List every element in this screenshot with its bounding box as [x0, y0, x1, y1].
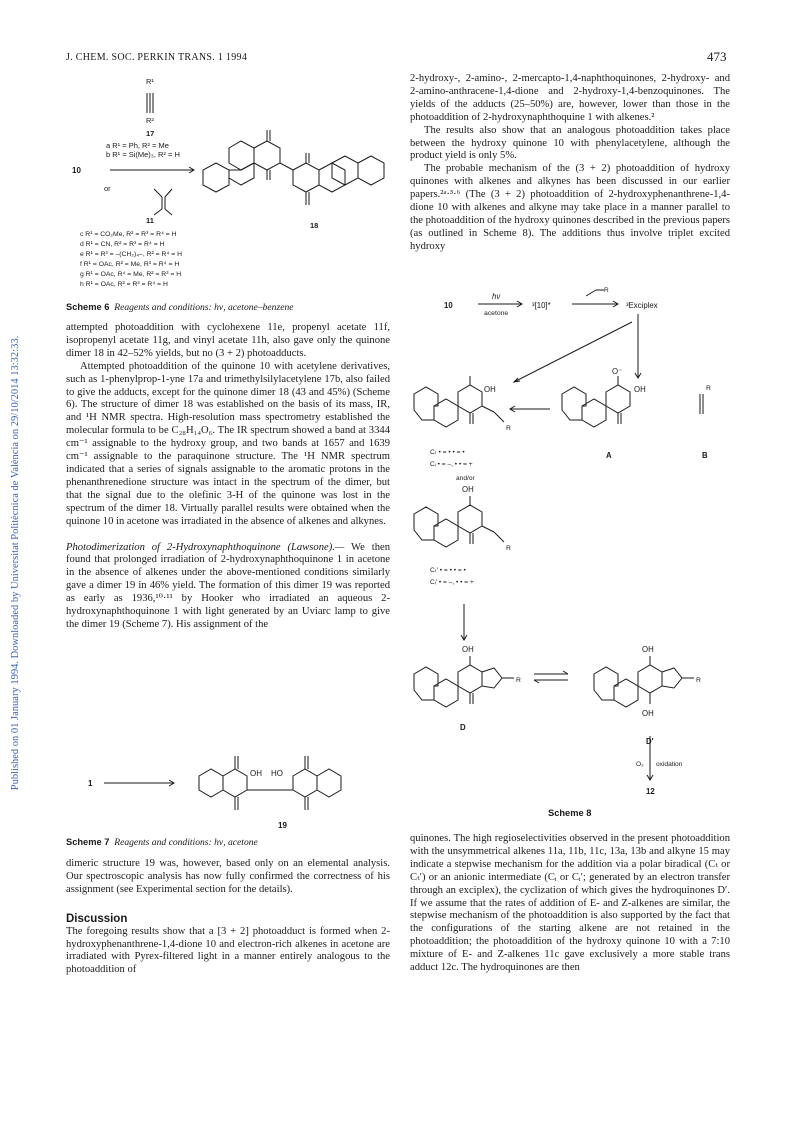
left-paragraph-1: attempted photoaddition with cyclohexene 11e, propenyl acetate 11f, isopropenyl acetate 11g, and vinyl acetate 11h, also gave only the quinone dimer 18 in 42–52% yields, but no (3 + 2) photoadducts.: [66, 322, 390, 359]
hv-label: hν: [492, 292, 501, 301]
scheme-7-caption-label: Scheme 7: [66, 837, 110, 847]
alkene-11c: c R¹ = CO₂Me, R² = R³ = R⁴ = H: [80, 231, 177, 238]
scheme-6-caption-label: Scheme 6: [66, 302, 110, 312]
oxidation-label: oxidation: [656, 761, 683, 768]
alkyne-r2: R²: [146, 116, 154, 125]
intermediate-a-label: A: [606, 451, 612, 460]
dprime-oh-bottom-label: OH: [642, 709, 654, 718]
compound-11-label: 11: [146, 216, 154, 225]
left-paragraph-4: dimeric structure 19 was, however, based only on an elemental analysis. Our spectroscopic analysis has now fully confirmed the correctness of his assignment (see Experimental section for the details).: [66, 858, 390, 895]
compound-dprime-label: D′: [646, 737, 654, 746]
scheme-6-caption-text: Reagents and conditions: hν, acetone–benzene: [114, 302, 294, 313]
intermediate-b-label: B: [702, 451, 708, 460]
left-paragraph-3: [66, 542, 390, 632]
page-number: 473: [707, 49, 727, 64]
compound-d-label: D: [460, 723, 466, 732]
right-paragraph-4: quinones. The high regioselectivities observed in the present photoaddition with the unsymmetrical alkenes 11a, 11b, 11c, 13a, 13b and alkyne 15 may indicate a stepwise mechanism for the addition via a polar biradical (Cₜ or Cₜ′) or an anionic intermediate (Cᵢ or Cᵢ′; generated by an electron transfer through an exciplex), the cyclization of which gives the hydroquinones D′. If we assume that the rates of addition of E- and Z-alkenes are similar, the stepwise mechanism of the photoaddition is also supported by the fact that the configurations of the starting alkene are not retained in the photoaddition; the photoaddition of the hydroxy quinone 10 with a 7:10 mixture of E- and Z-alkenes 11c gave exclusively a more stable trans adduct 12c. The hydroquinones are then: [410, 833, 730, 974]
scheme-6-caption: [66, 302, 406, 313]
radical2-r-label: R: [506, 545, 511, 552]
alkyne-17a: a R¹ = Ph, R² = Me: [106, 141, 169, 150]
right-paragraph-2: The results also show that an analogous photoaddition takes place between the hydroxy quinone 10 with phenylacetylene, although the product yield is only 5%.: [410, 124, 730, 162]
cation-r-label: R: [706, 385, 711, 392]
radical-r-label: R: [506, 425, 511, 432]
dprime-r-label: R: [696, 677, 701, 684]
discussion-heading: Discussion: [66, 912, 128, 925]
alkene-11h: h R¹ = OAc, R² = R³ = R⁴ = H: [80, 281, 168, 288]
anion-label: O⁻: [612, 367, 623, 376]
right-paragraph-3: The probable mechanism of the (3 + 2) photoaddition of hydroxy quinones with alkenes and alkynes has been discussed in our earlier papers.²ᵃ·³·⁶ (The (3 + 2) photoaddition of 2-hydroxyphenanthrene-1,4-dione 10 with alkenes and alkyne may take place in a manner parallel to the photoaddition of the hydroxy quinones described in the previous papers (as outlined in Scheme 8). The additions thus involve triplet excited hydroxy: [410, 163, 730, 252]
and-or-label: and/or: [456, 475, 475, 482]
scheme-8-figure: [410, 286, 732, 806]
alkyne-17b: b R¹ = Si(Me)₃, R² = H: [106, 150, 180, 159]
ci2-definition: Cᵢ′ • = –, • • = +: [430, 579, 474, 586]
left-paragraph-5: The foregoing results show that a [3 + 2] photoadduct is formed when 2-hydroxyphenanthrene-1,4-dione 10 and electron-rich alkenes in acetone are irradiated with Pyrex-filtered light in a manner entirely analogous to the photoaddition of: [66, 925, 390, 976]
right-column-top: [410, 73, 730, 254]
solvent-label: acetone: [484, 310, 509, 317]
ci-definition: Cᵢ • = –, • • = +: [430, 461, 473, 468]
scheme-8-start: 10: [444, 301, 453, 310]
scheme-7-figure: [66, 742, 390, 834]
alkene-11e: e R¹ = R³ = –(CH₂)₄–, R² = R⁴ = H: [80, 251, 182, 258]
alkene-11g: g R¹ = OAc, R⁴ = Me, R² = R³ = H: [80, 271, 182, 278]
alkyne-r1: R¹: [146, 77, 154, 86]
anion-oh-label: OH: [634, 385, 646, 394]
scheme-7-oh: OH: [250, 769, 262, 778]
compound-18-label: 18: [310, 221, 319, 230]
exciplex-label: ³Exciplex: [626, 301, 658, 310]
scheme-6-figure: [66, 70, 402, 302]
d-r-label: R: [516, 677, 521, 684]
radical-oh-label: OH: [484, 385, 496, 394]
ct2-definition: Cₜ′ • = • • = •: [430, 567, 466, 574]
radical2-oh-label: OH: [462, 485, 474, 494]
right-paragraph-1: 2-hydroxy-, 2-amino-, 2-mercapto-1,4-naphthoquinones, 2-hydroxy- and 2-amino-anthracene-1,4-dione and 2-hydroxy-1,4-benzoquinones. The yields of the adducts (25–50%) are, however, lower than those in the photoaddition of 2-hydroxynaphthoquine 1 with alkenes.²: [410, 73, 730, 123]
or-label: or: [104, 184, 111, 193]
compound-17-label: 17: [146, 129, 155, 138]
ct-definition: Cₜ • = • • = •: [430, 449, 465, 456]
compound-1-label: 1: [88, 779, 93, 788]
scheme-7-caption: [66, 837, 390, 848]
scheme-8-caption-label: Scheme 8: [548, 808, 592, 818]
lawsone-subheading: Photodimerization of 2-Hydroxynaphthoquinone (Lawsone).—: [66, 541, 345, 553]
left-column-bottom: [66, 858, 390, 977]
alkene-r-label: R: [604, 287, 609, 294]
left-paragraph-3-body: We then found that prolonged irradiation of 2-hydroxynaphthoquinone 1 in acetone in the absence of alkenes under the above-mentioned conditions similarly gave a dimer 19 in 46% yield. The formation of this dimer 19 was reported as early as 1936,¹⁰·¹¹ by Hooker who irradiated an aqueous 2-hydroxynaphthoquinone 1 with light generated by an Uviarc lamp to give the dimer 19 (Scheme 7). His assignment of the: [66, 541, 390, 630]
right-column-bottom: [410, 833, 730, 975]
alkene-11d: d R¹ = CN, R² = R³ = R⁴ = H: [80, 241, 165, 248]
scheme-8-caption: [548, 808, 591, 819]
alkene-11f: f R¹ = OAc, R² = Me, R³ = R⁴ = H: [80, 261, 180, 268]
dprime-oh-top-label: OH: [642, 645, 654, 654]
triplet-label: ³[10]*: [532, 301, 551, 310]
compound-10-label: 10: [72, 166, 81, 175]
scheme-7-caption-text: Reagents and conditions: hν, acetone: [114, 837, 258, 848]
scheme-7-ho: HO: [271, 769, 283, 778]
d-oh-label: OH: [462, 645, 474, 654]
compound-12-label: 12: [646, 787, 655, 796]
download-notice: Published on 01 January 1994. Downloaded by Universitat Politècnica de València on 29/10/2014 13:32:33.: [10, 335, 21, 791]
left-column-top: [66, 322, 390, 632]
left-paragraph-2: Attempted photoaddition of the quinone 10 with acetylene derivatives, such as 1-phenylprop-1-yne 17a and trimethylsilylacetylene 17b, also failed to give the adducts, except for the quinone dimer 18 (43 and 45%) (Scheme 6). The structure of dimer 18 was established on the basis of its mass, IR, and ¹H NMR spectra. High-resolution mass spectrometry established the molecular formula to be C₂₈H₁₄O₆. The IR spectrum showed a band at 3344 cm⁻¹ assignable to the hydroxy group, and two bands at 1657 and 1639 cm⁻¹ assignable to the paraquinone structure. The ¹H NMR spectrum indicated that a series of signals assignable to the aromatic protons in the phenanthrenedione structure was intact in the spectrum of the dimer, but that the signal due to the olefinic 3-H of the quinone was lost in the spectrum of the dimer 18. Virtually parallel results were obtained when the quinone 10 in acetone was irradiated in the absence of alkenes and alkynes.: [66, 360, 390, 527]
o2-label: O₂: [636, 761, 644, 768]
running-header: J. CHEM. SOC. PERKIN TRANS. 1 1994: [66, 52, 248, 63]
compound-19-label: 19: [278, 821, 287, 830]
